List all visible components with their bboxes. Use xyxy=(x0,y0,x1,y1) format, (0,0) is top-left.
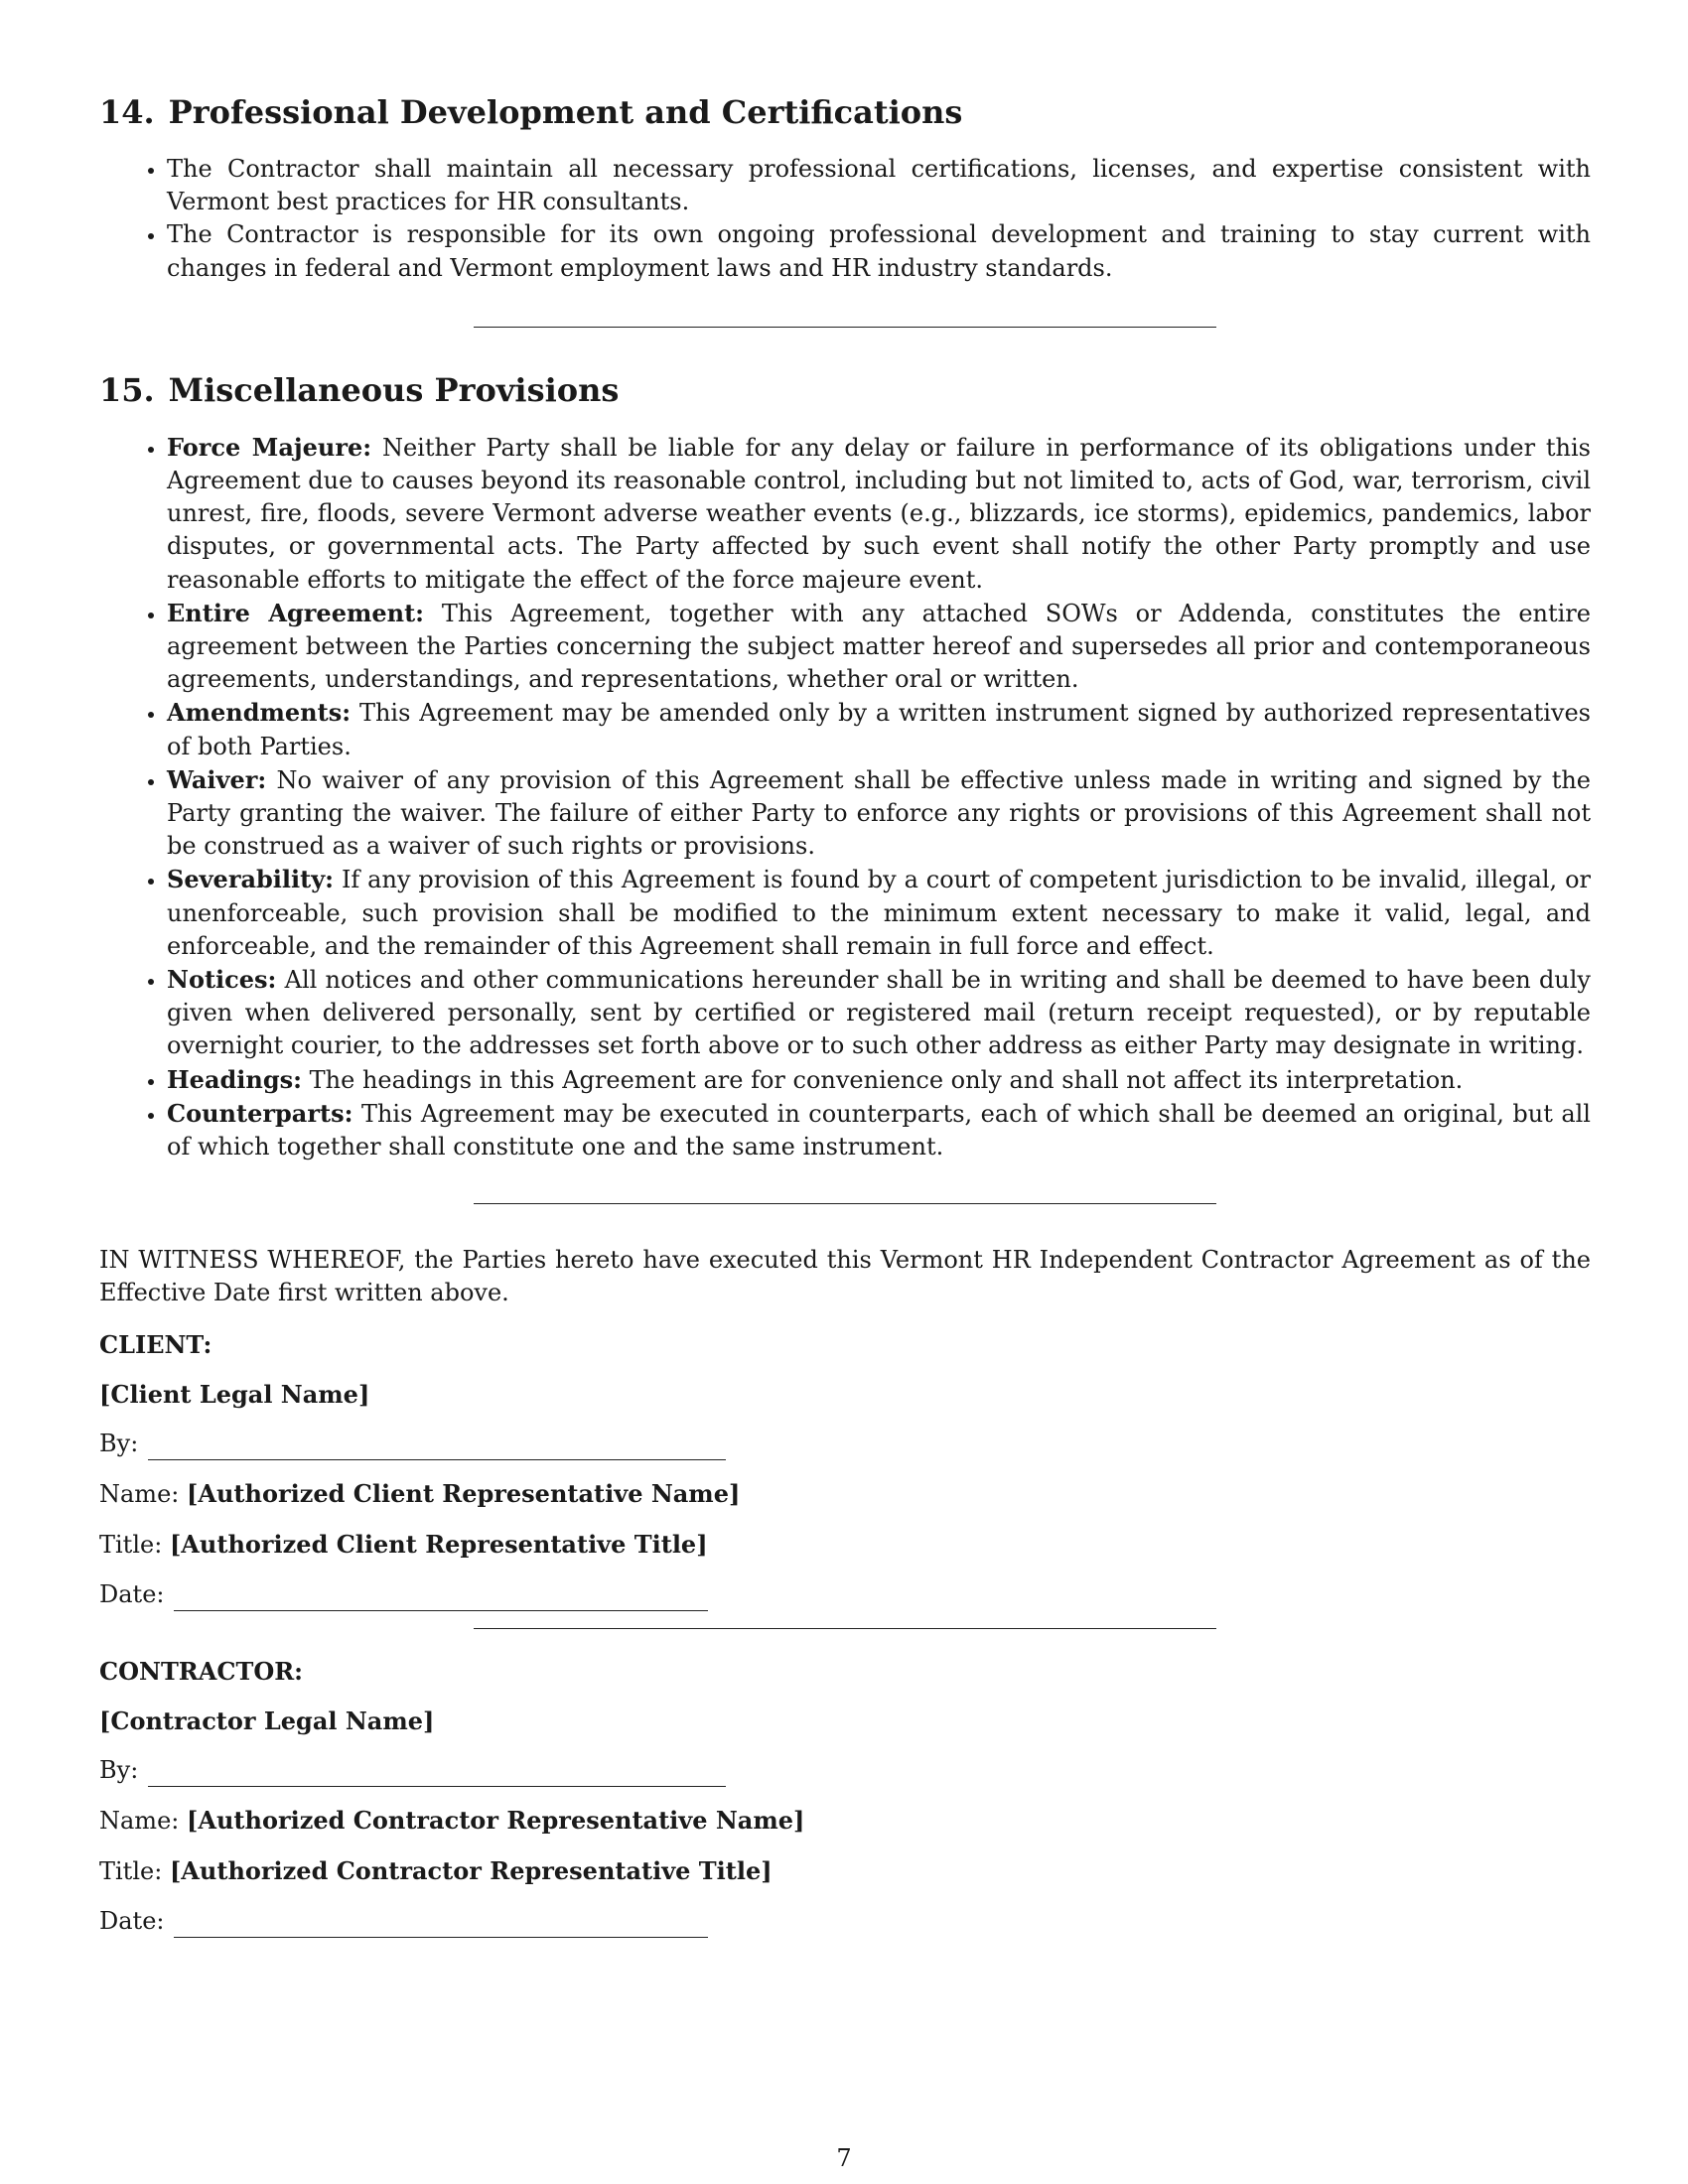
contractor-representative-name: [Authorized Contractor Representative Name] xyxy=(187,1805,805,1835)
client-representative-title: [Authorized Client Representative Title] xyxy=(169,1529,708,1559)
provision-label: Headings: xyxy=(167,1064,302,1094)
client-date-row xyxy=(99,1578,1591,1611)
section-number: 14. xyxy=(99,93,155,131)
provision-text: This Agreement, together with any attached SOWs or Addenda, constitutes the entire agreement between the Parties concerning the subject matter hereof and supersedes all prior and contemporaneous agreements, understandings, and representations, whether oral or written. xyxy=(167,599,1591,694)
contractor-name-row xyxy=(99,1804,1591,1838)
provision-label: Waiver: xyxy=(167,764,267,794)
list-item xyxy=(167,597,1591,697)
provision-label: Force Majeure: xyxy=(167,432,372,462)
list-item xyxy=(167,763,1591,864)
contractor-signature-block xyxy=(99,1655,1591,1938)
client-date-line[interactable] xyxy=(174,1584,708,1611)
provision-label: Counterparts: xyxy=(167,1098,353,1128)
provision-text: Neither Party shall be liable for any delay or failure in performance of its obligations under this Agreement due to causes beyond its reasonable control, including but not limited to, acts of God, war, terrorism, civil unrest, fire, floods, severe Vermont adverse weather events (e.g., blizzards, ice storms), epidemics, pandemics, labor disputes, or governmental acts. The Party affected by such event shall notify the other Party promptly and use reasonable efforts to mitigate the effect of the force majeure event. xyxy=(167,433,1591,594)
name-label: Name: xyxy=(99,1479,180,1508)
list-item xyxy=(167,431,1591,597)
list-item: • The Contractor is responsible for its own ongoing professional development and training to stay current with changes in federal and Vermont employment laws and HR industry standards. xyxy=(167,218,1591,284)
contractor-date-line[interactable] xyxy=(174,1911,708,1938)
contractor-title-row xyxy=(99,1854,1591,1888)
date-label: Date: xyxy=(99,1579,165,1608)
divider xyxy=(474,1628,1216,1629)
list-item xyxy=(167,963,1591,1063)
client-signature-block xyxy=(99,1328,1591,1611)
list-item xyxy=(167,696,1591,762)
witness-statement: IN WITNESS WHEREOF, the Parties hereto have executed this Vermont HR Independent Contractor Agreement as of the Effective Date first written above. xyxy=(99,1246,1591,1307)
section-title: Professional Development and Certifications xyxy=(168,93,963,131)
provision-text: No waiver of any provision of this Agreement shall be effective unless made in writing and signed by the Party granting the waiver. The failure of either Party to enforce any rights or provisions of this Agreement shall not be construed as a waiver of such rights or provisions. xyxy=(167,765,1591,861)
section-14-heading xyxy=(99,91,1591,133)
provision-text: This Agreement may be amended only by a written instrument signed by authorized representatives of both Parties. xyxy=(167,699,1592,760)
list-item xyxy=(167,1063,1591,1097)
provision-text: This Agreement may be executed in counterparts, each of which shall be deemed an original, but all of which together shall constitute one and the same instrument. xyxy=(167,1099,1591,1161)
by-label: By: xyxy=(99,1429,139,1457)
provision-label: Severability: xyxy=(167,865,335,894)
divider xyxy=(474,327,1216,328)
by-label: By: xyxy=(99,1755,139,1784)
list-item xyxy=(167,1097,1591,1163)
section-15-heading xyxy=(99,369,1591,411)
contractor-date-row xyxy=(99,1905,1591,1938)
contractor-by-row xyxy=(99,1754,1591,1787)
contractor-heading: CONTRACTOR: xyxy=(99,1656,304,1686)
client-name-row xyxy=(99,1477,1591,1511)
list-item xyxy=(167,863,1591,963)
client-representative-name: [Authorized Client Representative Name] xyxy=(187,1478,741,1508)
provision-text: If any provision of this Agreement is found by a court of competent jurisdiction to be invalid, illegal, or unenforceable, such provision shall be modified to the minimum extent necessary to make it valid, legal, and enforceable, and the remainder of this Agreement shall remain in full force and effect. xyxy=(167,866,1591,960)
section-title: Miscellaneous Provisions xyxy=(168,370,620,409)
page-number: 7 xyxy=(836,2144,852,2172)
name-label: Name: xyxy=(99,1806,180,1835)
provision-label: Entire Agreement: xyxy=(167,598,425,627)
date-label: Date: xyxy=(99,1906,165,1935)
contractor-representative-title: [Authorized Contractor Representative Title] xyxy=(169,1855,773,1885)
contractor-legal-name: [Contractor Legal Name] xyxy=(99,1706,435,1735)
provision-text: The headings in this Agreement are for convenience only and shall not affect its interpretation. xyxy=(309,1065,1464,1094)
list-item: • The Contractor shall maintain all necessary professional certifications, licenses, and expertise consistent with Vermont best practices for HR consultants. xyxy=(167,153,1591,218)
section-14-list xyxy=(99,153,1591,285)
provision-label: Amendments: xyxy=(167,698,352,728)
provision-label: Notices: xyxy=(167,965,277,995)
contractor-signature-line[interactable] xyxy=(148,1760,726,1787)
client-heading: CLIENT: xyxy=(99,1329,212,1359)
client-legal-name: [Client Legal Name] xyxy=(99,1379,370,1409)
title-label: Title: xyxy=(99,1530,163,1559)
client-title-row xyxy=(99,1528,1591,1562)
divider xyxy=(474,1203,1216,1204)
title-label: Title: xyxy=(99,1856,163,1885)
section-15-list xyxy=(99,431,1591,1163)
client-signature-line[interactable] xyxy=(148,1433,726,1460)
section-number: 15. xyxy=(99,370,155,409)
provision-text: All notices and other communications hereunder shall be in writing and shall be deemed to have been duly given when delivered personally, sent by certified or registered mail (return receipt requested), or by reputable overnight courier, to the addresses set forth above or to such other address as either Party may designate in writing. xyxy=(167,966,1591,1060)
client-by-row xyxy=(99,1428,1591,1460)
